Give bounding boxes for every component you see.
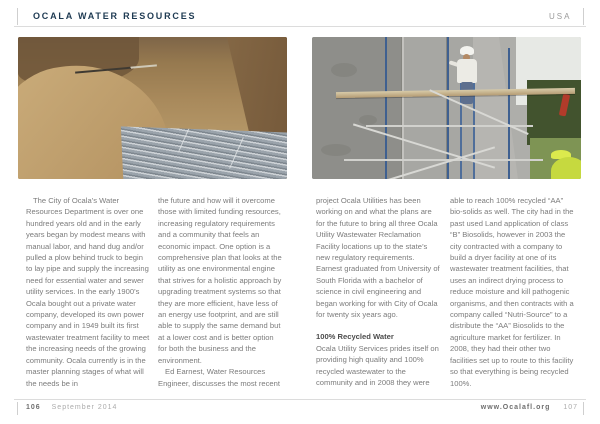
hivis-worker: [551, 157, 581, 179]
footer-right: [481, 404, 578, 411]
left-page-number: 106: [26, 404, 41, 411]
text-column-4: [450, 195, 574, 389]
footer-rule: [14, 399, 586, 400]
scaffold-pole: [447, 37, 449, 179]
region-label: USA: [549, 12, 572, 21]
text-column-1: [26, 195, 150, 389]
header-right-tick: [583, 8, 584, 25]
paragraph: The City of Ocala’s Water Resources Department is over one hundred years old and in the early years began by modest means with manual labor, and hand dug and/or pulled a plow behind truck to begin to lay pipe and supply the increasing need for essential water and sewer utility services. In the early 1900’s Ocala bought out a private water company, developed its own power company and in 1949 built its first wastewater treatment facility to meet the increasing needs of the growing community. Ocala currently is in the master planning stages of what will the needs be in: [26, 196, 150, 388]
worker: [455, 46, 479, 106]
wall-stain: [331, 63, 357, 77]
wall-stain: [321, 144, 351, 156]
paragraph: Ed Earnest, Water Resources Engineer, discusses the most recent: [158, 367, 280, 388]
header-rule: [14, 26, 586, 27]
text-column-3: [316, 195, 440, 389]
right-page-number: 107: [563, 404, 578, 411]
article-title: OCALA WATER RESOURCES: [33, 11, 197, 21]
text-column-2: [158, 195, 282, 389]
header-left-tick: [17, 8, 18, 25]
website-url: www.Ocalafl.org: [480, 404, 551, 411]
footer-right-tick: [583, 402, 584, 415]
paragraph: project Ocala Utilities has been working on and what the plans are for the future to bring all three Ocala Utility Wastewater Reclamation Facility locations up to the state’s new regulatory requirements. Earnest graduated from University of South Florida with a bachelor of science in civil engineering and began working for with City of Ocala for twenty six years ago.: [316, 196, 440, 320]
issue-date: September 2014: [51, 404, 118, 411]
wall-stain: [359, 115, 377, 125]
paragraph: Ocala Utility Services prides itself on providing high quality and 100% recycled wastewater to the community and in 2008 they were: [316, 343, 439, 388]
formwork-seam: [402, 37, 404, 179]
scaffold-pole: [385, 37, 387, 179]
paragraph: able to reach 100% recycled “AA” bio-solids as well. The city had in the past used Land application of class “B” Biosolids, however in 2003 the city contracted with a company to build a dryer facility at one of its wastewater treatment facilities, that uses an indirect drying process to reduce moisture and kill pathogenic organisms, and then contracts with a company called “Nutri-Source” to a distribute the “AA” Biosolids to the agriculture market for fertilizer. In 2008, they had their other two facilities set up to route to this facility so that everything is being recycled 100%.: [450, 196, 574, 388]
concrete-wall: [312, 37, 549, 179]
footer-left: [26, 404, 117, 411]
scaffold-worker-photo: [312, 37, 581, 179]
trench-pipes-photo: [18, 37, 287, 179]
section-heading: 100% Recycled Water: [316, 332, 394, 342]
footer-left-tick: [17, 402, 18, 415]
paragraph: the future and how will it overcome those with limited funding resources, increasing regulatory requirements and a community that feels an economic impact. One option is a comprehensive plan that looks at the utility as one environmental engine that strives for a holistic approach by upgrading treatment systems so that they are more efficient, have less of an energy use footprint, and are still able to supply the same demand but at a lower cost and is better option for both the business and the environment.: [158, 196, 282, 365]
worker-torso: [457, 59, 477, 83]
pipe-strap: [229, 137, 244, 168]
